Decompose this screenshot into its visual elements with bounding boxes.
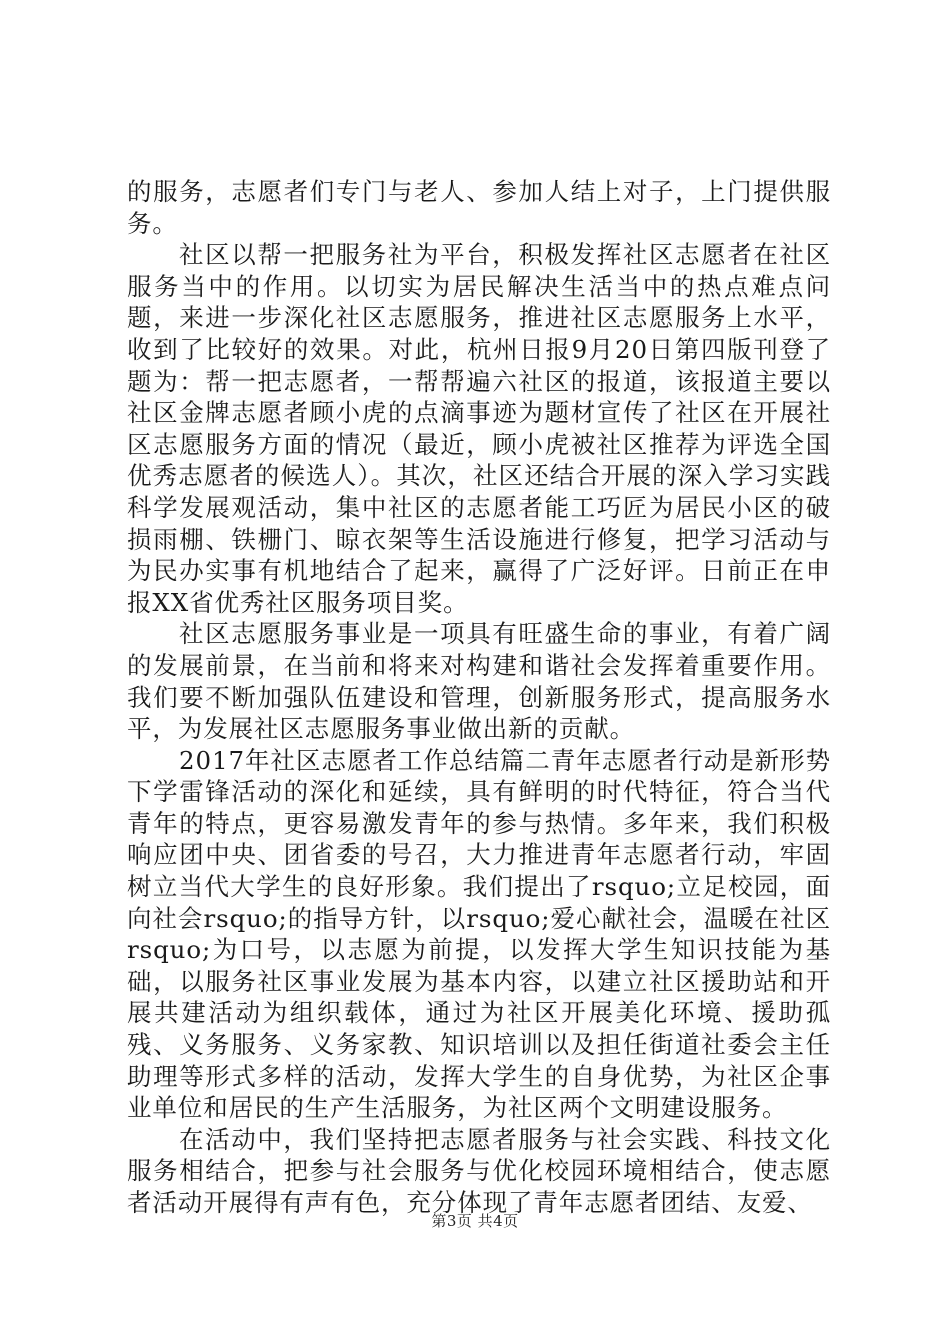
paragraph-platform: 社区以帮一把服务社为平台，积极发挥社区志愿者在社区服务当中的作用。以切实为居民解决生活当中的热点难点问题，来进一步深化社区志愿服务，推进社区志愿服务上水平，收到了比较好的效果。对此，杭州日报9月20日第四版刊登了题为：帮一把志愿者，一帮帮遍六社区的报道，该报道主要以社区金牌志愿者顾小虎的点滴事迹为题材宣传了社区在开展社区志愿服务方面的情况（最近，顾小虎被社区推荐为评选全国优秀志愿者的候选人）。其次，社区还结合开展的深入学习实践科学发展观活动，集中社区的志愿者能工巧匠为居民小区的破损雨棚、铁栅门、晾衣架等生活设施进行修复，把学习活动与为民办实事有机地结合了起来，赢得了广泛好评。日前正在申报XX省优秀社区服务项目奖。 bbox=[127, 240, 831, 617]
paragraph-activities: 在活动中，我们坚持把志愿者服务与社会实践、科技文化服务相结合，把参与社会服务与优化校园环境相结合，使志愿者活动开展得有声有色，充分体现了青年志愿者团结、友爱、 bbox=[127, 1124, 831, 1217]
paragraph-prospects: 社区志愿服务事业是一项具有旺盛生命的事业，有着广阔的发展前景，在当前和将来对构建和谐社会发挥着重要作用。我们要不断加强队伍建设和管理，创新服务形式，提高服务水平，为发展社区志愿服务事业做出新的贡献。 bbox=[127, 619, 831, 744]
paragraph-continuation: 的服务，志愿者们专门与老人、参加人结上对子，上门提供服务。 bbox=[127, 177, 831, 238]
page-footer: 第3页 共4页 bbox=[431, 1212, 519, 1230]
document-body bbox=[127, 176, 831, 1219]
paragraph-summary-two: 2017年社区志愿者工作总结篇二青年志愿者行动是新形势下学雷锋活动的深化和延续，具有鲜明的时代特征，符合当代青年的特点，更容易激发青年的参与热情。多年来，我们积极响应团中央、团省委的号召，大力推进青年志愿者行动，牢固树立当代大学生的良好形象。我们提出了rsquo;立足校园，面向社会rsquo;的指导方针，以rsquo;爱心献社会，温暖在社区rsquo;为口号，以志愿为前提，以发挥大学生知识技能为基础，以服务社区事业发展为基本内容，以建立社区援助站和开展共建活动为组织载体，通过为社区开展美化环境、援助孤残、义务服务、义务家教、知识培训以及担任街道社委会主任助理等形式多样的活动，发挥大学生的自身优势，为社区企事业单位和居民的生产生活服务，为社区两个文明建设服务。 bbox=[127, 745, 831, 1123]
